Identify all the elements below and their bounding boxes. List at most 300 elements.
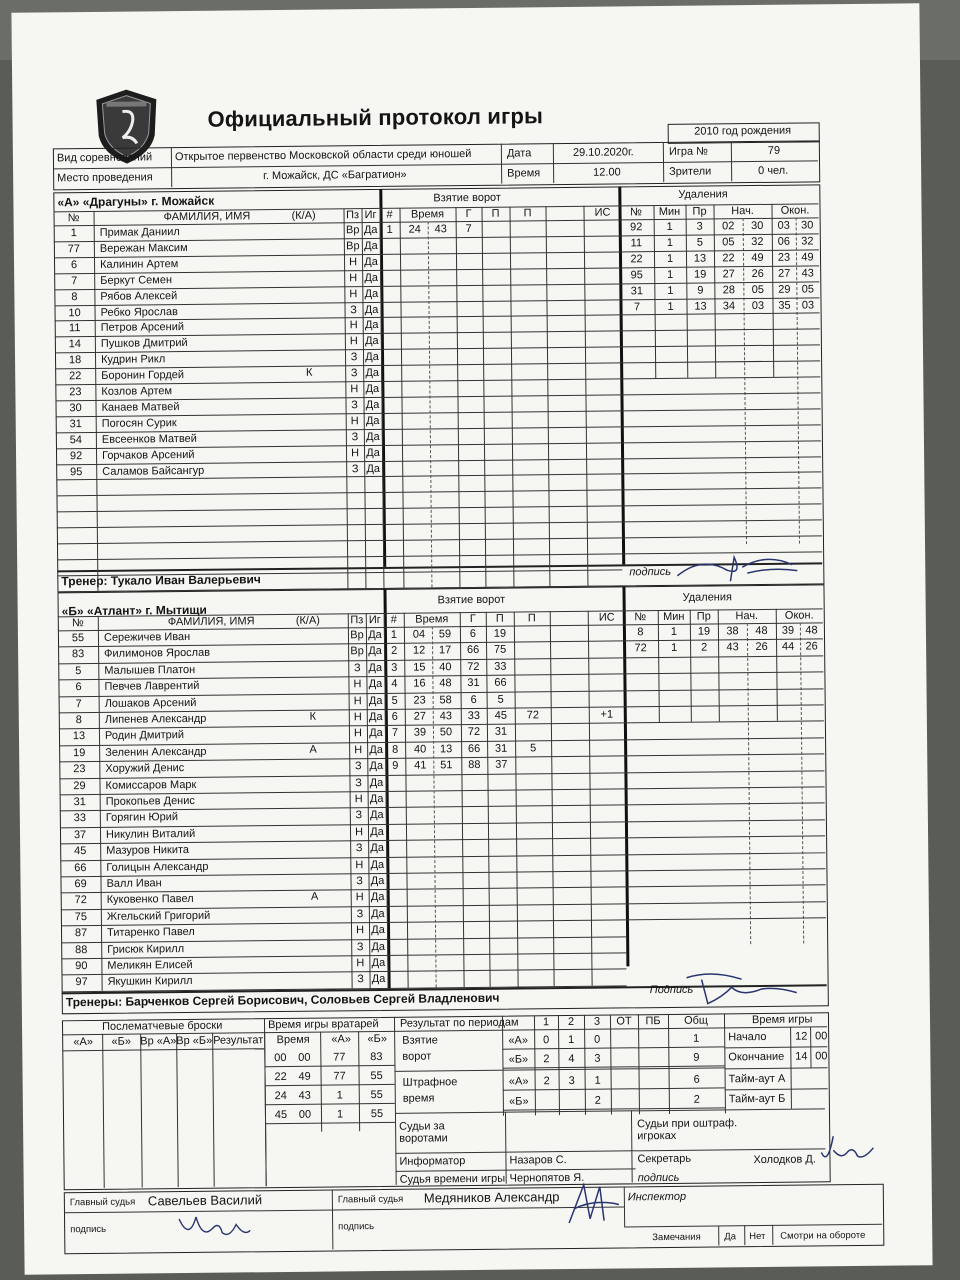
team_b-goals-col-3: П [495, 612, 504, 625]
team_a-player-number: 23 [69, 386, 82, 399]
team_a-player-position: З [351, 462, 359, 475]
team_b-pen-col-4: Окон. [784, 609, 814, 622]
team_b-pen-col-0: № [634, 611, 647, 624]
period-col-2: 3 [593, 1015, 601, 1028]
team_b-player-name: Липенев Александр [104, 712, 207, 726]
team_b-player-number: 33 [73, 812, 87, 825]
team_a-player-plays: Да [365, 335, 379, 348]
team_a-penalty-start-sec: 49 [751, 251, 764, 264]
team-a-coach: Тренер: Тукало Иван Валерьевич [61, 572, 261, 589]
team_a-player-position: З [350, 367, 358, 380]
team_b-goal-scorer: 66 [467, 742, 481, 755]
team_a-player-name: Беркут Семен [100, 273, 173, 287]
team_b-player-role: К [309, 710, 317, 723]
team_b-player-position: Н [354, 793, 363, 806]
team_b-player-plays: Да [368, 694, 383, 707]
periods-title: Результат по периодам [399, 1016, 519, 1030]
team_a-player-role: К [305, 366, 313, 379]
team_b-player-number: 66 [74, 861, 87, 874]
team_a-player-position: Н [350, 414, 359, 428]
team_a-player-position: Н [348, 255, 358, 269]
team_b-goal-second: 48 [439, 677, 452, 690]
chief-referee-sign-label-1: подпись [70, 1223, 107, 1236]
period-team-tag: «Б» [508, 1053, 529, 1066]
team_b-goal-scorer: 31 [467, 677, 480, 690]
team_b-player-plays: Да [371, 924, 385, 937]
team_b-player-plays: Да [370, 874, 385, 888]
team_a-goal-scorer: 7 [465, 222, 472, 236]
period-value-goals_b: 9 [693, 1051, 700, 1064]
team_b-player-number: 8 [75, 714, 82, 727]
team_b-player-name: Комиссаров Марк [105, 778, 197, 792]
team_b-penalty-reason: 2 [700, 641, 708, 654]
team_a-penalty-reason: 13 [694, 300, 707, 313]
team_b-penalty-end-min: 39 [781, 624, 795, 637]
team_b-player-position: З [357, 973, 364, 986]
team_a-player-number: 11 [68, 322, 81, 335]
team_a-penalty-start-sec: 26 [751, 267, 764, 280]
team_b-player-position: Н [355, 924, 365, 937]
team_b-goal-minute: 40 [413, 743, 427, 756]
team_a-penalty-start-min: 34 [722, 299, 736, 312]
team_a-player-name: Погосян Сурик [101, 416, 177, 430]
team-a-name: «А» «Драгуны» г. Можайск [57, 193, 215, 210]
team_b-player-plays: Да [369, 776, 384, 789]
team_b-player-number: 5 [75, 664, 82, 677]
team_a-pen-col-1: Мин [658, 205, 681, 219]
spectators-value: 0 чел. [758, 164, 789, 177]
team_b-player-number: 75 [74, 910, 88, 923]
team_a-penalty-number: 11 [630, 237, 643, 250]
timeout-b-label: Тайм-аут Б [728, 1092, 786, 1106]
team_b-player-position: Н [356, 957, 365, 970]
team_a-player-position: З [350, 351, 358, 364]
team_b-goal-assist-1: 45 [494, 709, 507, 722]
team_b-player-number: 55 [71, 632, 85, 645]
inspector-label: Инспектор [627, 1190, 687, 1204]
team_a-pen-col-0: № [630, 206, 643, 219]
team_b-goal-minute: 39 [413, 726, 427, 740]
team_b-player-position: З [354, 760, 362, 773]
team_b-goal-second: 59 [438, 628, 452, 641]
birth-year: 2010 год рождения [694, 124, 792, 138]
game-end-hour: 14 [795, 1050, 808, 1063]
team_b-goal-minute: 16 [413, 677, 426, 690]
team_a-penalty-start-min: 22 [722, 252, 735, 265]
team_a-player-number: 7 [71, 274, 78, 287]
team_a-penalty-start-min: 02 [722, 220, 735, 233]
date-label: Дата [506, 147, 532, 160]
team_b-goal-assist-1: 19 [493, 627, 507, 640]
period-value-pim_b: 2 [693, 1093, 700, 1106]
team_b-player-name: Меликян Елисей [107, 958, 193, 972]
team_a-penalty-end-min: 35 [778, 299, 791, 312]
team_b-player-position: З [356, 940, 364, 953]
team_a-player-number: 77 [67, 242, 81, 256]
team_a-penalty-start-sec: 30 [751, 219, 764, 233]
team_a-player-name: Ребко Ярослав [100, 305, 178, 319]
team_b-goal-minute: 12 [412, 644, 426, 658]
team_a-penalty-start-min: 27 [722, 267, 735, 281]
team_b-player-name: Лошаков Арсений [104, 696, 197, 710]
team_b-goal-second: 13 [439, 743, 453, 756]
shootout-col-3: Вр «Б» [176, 1034, 213, 1048]
team_b-col-name: ФАМИЛИЯ, ИМЯ [167, 615, 255, 629]
period-col-1: 2 [567, 1015, 575, 1029]
team_b-player-name: Сережичев Иван [103, 630, 191, 644]
team_b-goal-second: 40 [439, 661, 452, 674]
goalie-time-sec: 00 [298, 1051, 311, 1064]
period-col-4: ПБ [645, 1015, 661, 1028]
game-start-hour: 12 [794, 1030, 808, 1043]
team_a-player-position: Н [350, 446, 360, 459]
game-protocol-sheet [11, 3, 932, 1274]
team_a-goal-minute: 24 [408, 223, 421, 236]
spectators-label: Зрители [669, 165, 712, 178]
team_a-player-position: Н [350, 383, 359, 396]
team_b-player-plays: Да [371, 973, 386, 986]
team_a-col-ig: Иг [364, 208, 377, 222]
page-title: Официальный протокол игры [207, 103, 544, 132]
team_b-player-number: 90 [75, 960, 88, 973]
goalie-time-min: 22 [274, 1070, 287, 1084]
period-value-goals_a: 0 [594, 1033, 601, 1046]
team_b-penalty-start-sec: 26 [755, 641, 768, 654]
team_a-player-position: З [351, 430, 359, 443]
period-value-pim_a: 1 [594, 1074, 601, 1087]
shootout-col-1: «Б» [111, 1035, 131, 1048]
timekeeper-label: Судья времени игры [399, 1172, 506, 1186]
team_b-goals-col-0: # [390, 613, 397, 626]
team_b-player-plays: Да [368, 661, 383, 674]
team_b-player-position: Н [353, 694, 362, 707]
team_a-penalty-reason: 5 [696, 236, 703, 249]
team_b-player-number: 72 [74, 894, 87, 907]
team_b-col-ig: Иг [368, 613, 381, 627]
team_a-goals-col-2: Г [465, 207, 472, 221]
team_a-penalty-number: 92 [630, 221, 643, 234]
team_b-pen-col-1: Мин [663, 610, 685, 623]
game-end-label: Окончание [728, 1050, 785, 1064]
period-team-tag: «А» [508, 1034, 529, 1047]
chief-referee-sign-label-2: подпись [338, 1221, 375, 1233]
team_b-penalty-end-min: 44 [781, 641, 795, 654]
goalie-time-sec: 49 [298, 1070, 311, 1083]
team_a-player-plays: Да [365, 382, 380, 396]
team_b-player-number: 7 [75, 697, 82, 710]
period-col-5: Общ [683, 1014, 709, 1027]
goalie-a: 77 [333, 1070, 346, 1083]
team_a-penalty-end-sec: 49 [801, 251, 814, 264]
team_a-player-plays: Да [364, 255, 378, 268]
team_b-col-no: № [71, 617, 84, 630]
team_b-penalty-number: 8 [637, 626, 644, 639]
team_a-col-name: ФАМИЛИЯ, ИМЯ [163, 210, 251, 224]
team_a-player-number: 18 [68, 354, 82, 367]
team_b-goal-number: 9 [392, 759, 399, 773]
team_a-player-number: 30 [69, 401, 82, 415]
team_b-player-role: А [309, 743, 317, 756]
team_b-player-position: Н [353, 727, 363, 740]
team_b-player-name: Певчев Лаврентий [104, 680, 200, 694]
period-value-pim_a: 6 [693, 1073, 700, 1086]
team_b-player-number: 23 [73, 763, 86, 776]
team_b-goal-scorer: 88 [468, 759, 481, 772]
team_a-penalty-start-min: 28 [722, 283, 736, 296]
period-team-tag: «Б» [509, 1095, 529, 1108]
chief-referee-1: Савельев Василий [147, 1192, 263, 1209]
team_b-goal-number: 2 [390, 645, 398, 658]
team_b-player-name: Горягин Юрий [105, 811, 179, 825]
team_a-penalty-number: 31 [630, 284, 644, 297]
game-number-value: 79 [767, 144, 781, 157]
team_b-player-name: Никулин Виталий [105, 827, 196, 841]
team_b-player-number: 45 [74, 845, 87, 858]
team_b-player-role: А [310, 891, 319, 904]
team-b-penalties-title: Удаления [682, 591, 733, 604]
team_a-goal-second: 43 [434, 223, 447, 236]
team_b-player-number: 13 [72, 730, 86, 743]
venue-value: г. Можайск, ДС «Багратион» [263, 168, 407, 183]
team_a-penalty-start-sec: 05 [751, 283, 765, 296]
team_b-player-position: З [355, 809, 363, 822]
team_b-player-plays: Да [371, 956, 386, 970]
team_b-goal-assist-2: 72 [526, 709, 539, 722]
goalie-time-min: 00 [274, 1051, 287, 1065]
team_a-player-name: Козлов Артем [101, 385, 173, 398]
team_b-goal-assist-1: 31 [494, 742, 508, 755]
team_b-player-plays: Да [371, 907, 385, 920]
team_b-goal-number: 3 [391, 661, 398, 674]
game-end-minute: 00 [815, 1050, 828, 1063]
team_a-player-number: 95 [70, 465, 83, 478]
time-value: 12.00 [593, 166, 621, 179]
team_a-player-position: Н [349, 319, 358, 332]
team_a-penalty-number: 95 [630, 268, 643, 282]
team_a-goals-col-3: П [491, 207, 500, 220]
team_b-player-name: Хоружий Денис [105, 762, 185, 776]
team_a-penalty-minutes: 1 [666, 220, 673, 233]
team_b-goal-assist-2: 5 [530, 742, 537, 755]
period-value-goals_a: 0 [543, 1034, 550, 1047]
team_a-player-number: 1 [70, 227, 77, 240]
team_b-pen-col-2: Пр [696, 610, 711, 623]
period-col-3: ОТ [616, 1015, 632, 1028]
team_a-player-name: Пушков Дмитрий [100, 337, 188, 351]
team_b-penalty-minutes: 1 [670, 642, 678, 655]
goals-label-2: ворот [402, 1050, 432, 1063]
team_a-penalty-number: 7 [633, 300, 641, 313]
team_a-player-plays: Да [366, 462, 381, 475]
team_b-player-number: 29 [73, 779, 86, 792]
team_b-penalty-number: 72 [634, 642, 647, 655]
team_a-col-no: № [67, 212, 80, 225]
team_b-player-position: Н [355, 858, 364, 871]
team_a-penalty-number: 22 [630, 252, 643, 266]
pim-label-2: время [402, 1092, 435, 1105]
team_b-goal-scorer: 66 [466, 644, 480, 657]
team_b-player-name: Малышев Платон [104, 663, 196, 677]
team_a-player-name: Рябов Алексей [100, 289, 178, 303]
team_b-goal-number: 7 [391, 727, 399, 740]
chief-referee-label-1: Главный судья [69, 1196, 136, 1209]
team_b-goal-assist-1: 75 [493, 644, 507, 657]
team_b-goals-col-4: П [527, 612, 536, 625]
team_a-player-name: Вережан Максим [99, 241, 188, 255]
team_a-player-plays: Да [364, 303, 379, 316]
secretary-sign-label: подпись [637, 1171, 680, 1185]
team_b-goal-second: 58 [439, 693, 452, 706]
team_a-player-position: Вр [345, 224, 360, 237]
team-b-coach-signature [681, 967, 801, 1008]
goalie-time-sec: 43 [298, 1089, 311, 1102]
pim-label-1: Штрафное [402, 1076, 458, 1089]
competition-value: Открытое первенство Московской области среди юношей [174, 147, 472, 164]
team_b-player-position: З [355, 776, 362, 789]
team_a-penalty-start-sec: 32 [751, 235, 764, 248]
team_b-penalty-end-sec: 48 [805, 624, 818, 637]
team_b-player-position: З [355, 842, 363, 855]
team_b-goal-minute: 15 [413, 661, 426, 674]
team_a-penalty-minutes: 1 [667, 268, 674, 281]
team_a-player-plays: Да [365, 414, 380, 427]
team_b-player-name: Зеленин Александр [105, 745, 207, 759]
team_b-player-position: Н [353, 711, 362, 724]
team_a-penalty-end-min: 29 [778, 283, 791, 296]
competition-label: Вид соревнований [56, 151, 153, 165]
team_b-player-plays: Да [368, 645, 382, 658]
goalie-a: 77 [333, 1051, 346, 1064]
period-value-goals_a: 1 [568, 1033, 575, 1047]
team_b-goal-number: 5 [391, 694, 398, 707]
team_a-player-name: Боронин Гордей [101, 369, 185, 382]
goalie-b: 83 [370, 1050, 383, 1064]
team_a-player-name: Кудрин Рикл [100, 353, 166, 367]
team_b-penalty-end-sec: 26 [805, 640, 818, 653]
period-team-tag: «А» [508, 1075, 529, 1088]
team-b-goals-title: Взятие ворот [437, 593, 506, 607]
team_b-player-name: Грисюк Кирилл [107, 942, 185, 956]
team_b-player-plays: Да [369, 792, 384, 806]
team_b-player-name: Куковенко Павел [106, 893, 194, 907]
goalie-b: 55 [370, 1107, 384, 1121]
date-value: 29.10.2020г. [572, 146, 634, 159]
team_b-player-name: Якушкин Кирилл [107, 975, 193, 989]
venue-label: Место проведения [57, 171, 153, 185]
shootout-title: Послематчевые броски [101, 1019, 223, 1033]
team_a-player-name: Примак Даниил [99, 226, 180, 239]
team_b-player-name: Титаренко Павел [106, 926, 195, 940]
game-time-title: Время игры [751, 1013, 813, 1027]
goalie-col-time: Время [276, 1033, 310, 1047]
team_b-goal-number: 6 [391, 710, 398, 723]
team_b-goal-scorer: 6 [469, 627, 477, 641]
team_b-player-plays: Да [368, 710, 383, 724]
team_b-goal-situation: +1 [600, 708, 614, 721]
team_a-player-plays: Да [365, 398, 380, 411]
team_b-player-position: Н [355, 891, 364, 904]
team_a-penalty-reason: 13 [693, 252, 707, 265]
team_a-goal-number: 1 [386, 223, 393, 236]
team_a-penalty-start-min: 05 [722, 236, 735, 249]
team_b-goal-minute: 27 [413, 710, 426, 723]
team_b-goal-second: 51 [440, 759, 453, 772]
team_a-penalty-reason: 9 [697, 284, 704, 297]
game-start-minute: 00 [814, 1030, 828, 1043]
team_b-player-number: 31 [73, 796, 86, 809]
timeout-a-label: Тайм-аут А [728, 1072, 786, 1086]
team_b-player-plays: Да [369, 760, 384, 773]
game-start-label: Начало [728, 1030, 767, 1044]
team_b-player-plays: Да [371, 940, 386, 953]
team_a-penalty-minutes: 1 [666, 236, 673, 249]
goals-label-1: Взятие [402, 1034, 438, 1047]
team_a-player-plays: Да [366, 430, 380, 443]
informator-label: Информатор [399, 1155, 466, 1168]
team_a-player-name: Канаев Матвей [101, 400, 180, 414]
team-a-goals-title: Взятие ворот [433, 191, 502, 205]
team_b-goal-scorer: 33 [467, 709, 480, 723]
team_a-penalty-reason: 3 [696, 220, 703, 233]
team_b-player-number: 69 [74, 878, 87, 891]
team_a-player-plays: Да [364, 271, 379, 284]
team_b-player-number: 6 [75, 681, 82, 694]
period-value-goals_b: 2 [543, 1053, 550, 1066]
team_b-player-number: 19 [72, 746, 86, 759]
goalie-b: 55 [370, 1069, 383, 1083]
goalie-time-min: 24 [274, 1089, 287, 1103]
remarks-no: Нет [749, 1230, 766, 1243]
timekeeper-value: Чернопятов Я. [509, 1171, 585, 1185]
team_b-penalty-reason: 19 [697, 625, 711, 638]
team-b-coach: Тренеры: Барченков Сергей Борисович, Соловьев Сергей Владленович [65, 990, 500, 1010]
team_b-player-position: Н [353, 678, 362, 691]
team_b-goal-number: 1 [390, 628, 398, 641]
team_a-player-plays: Да [364, 319, 379, 332]
team_a-player-name: Калинин Артем [99, 257, 179, 271]
team_a-player-position: Н [349, 271, 358, 284]
team_b-player-number: 87 [74, 927, 88, 940]
team_b-player-position: З [356, 875, 363, 888]
goalie-time-min: 45 [274, 1108, 288, 1122]
team_a-player-name: Евсеенков Матвей [101, 432, 197, 446]
team_a-penalty-end-sec: 32 [801, 235, 814, 248]
team_b-player-number: 37 [73, 828, 87, 841]
period-value-goals_b: 3 [594, 1052, 601, 1065]
goalie-a: 1 [336, 1089, 343, 1102]
team_b-goals-col-2: Г [469, 612, 476, 626]
team_b-penalty-start-min: 38 [726, 625, 739, 638]
secretary-value: Холодков Д. [753, 1153, 816, 1167]
period-value-pim_a: 2 [543, 1075, 550, 1088]
remarks-yes: Да [724, 1231, 737, 1243]
team_a-goals-col-0: # [386, 208, 393, 221]
team_a-penalty-end-min: 23 [777, 251, 791, 264]
team_b-player-plays: Да [369, 743, 383, 756]
team_b-player-plays: Да [368, 628, 382, 642]
team_a-penalty-end-min: 27 [778, 267, 791, 280]
team_a-player-name: Горчаков Арсений [101, 448, 195, 462]
team_a-pen-col-4: Окон. [780, 204, 810, 217]
team_a-penalty-end-sec: 43 [801, 267, 814, 280]
team-a-penalties-title: Удаления [678, 188, 728, 201]
team_a-player-plays: Да [364, 287, 379, 300]
team_a-player-position: З [351, 399, 358, 412]
team_b-player-number: 83 [71, 648, 85, 661]
shootout-col-4: Результат [213, 1034, 264, 1047]
team_b-player-plays: Да [370, 825, 384, 838]
period-value-pim_b: 2 [594, 1094, 601, 1107]
